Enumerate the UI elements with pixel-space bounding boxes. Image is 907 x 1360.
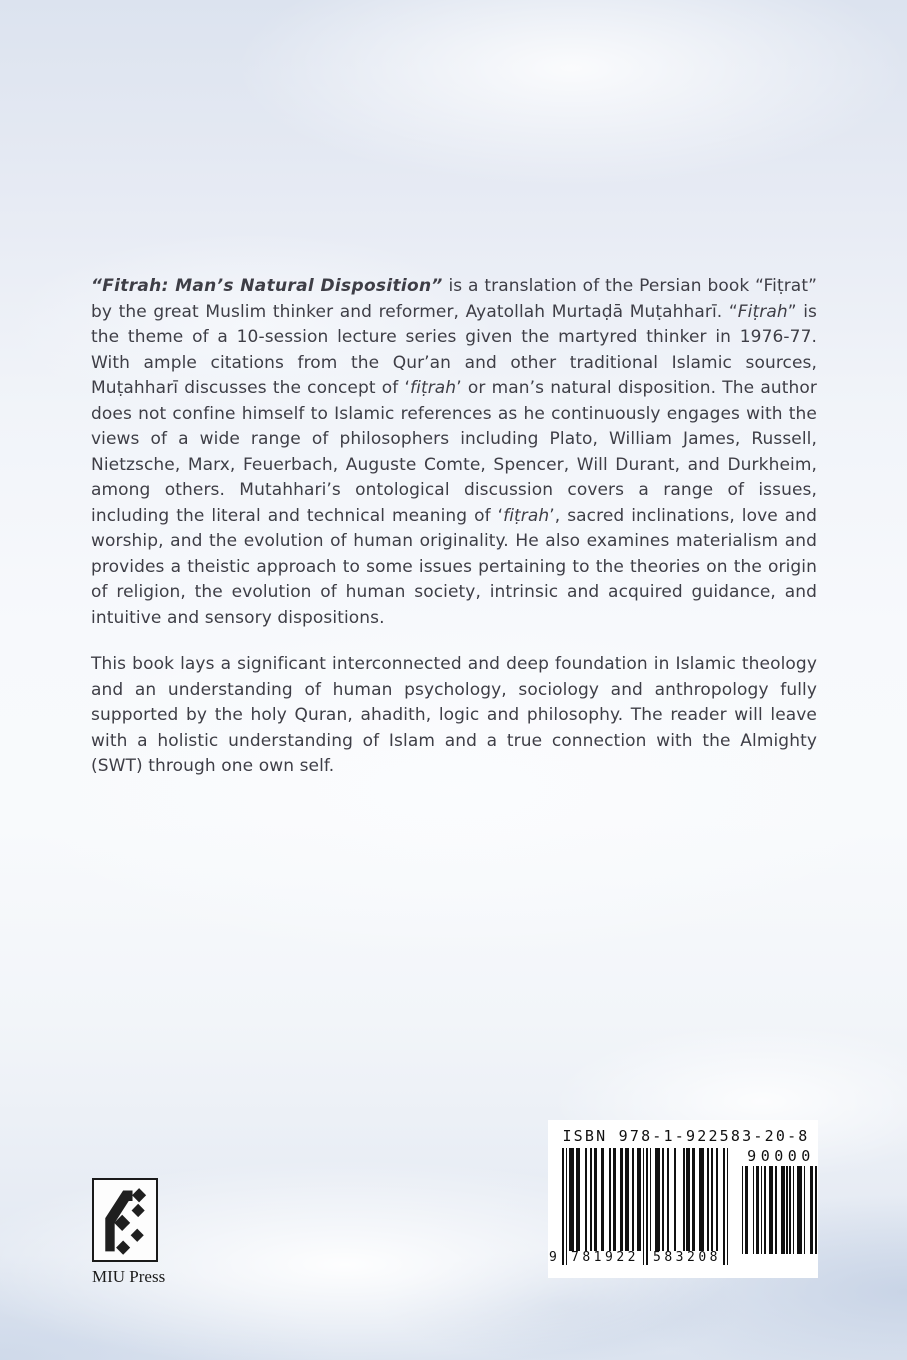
- ean13-digit-prefix: 9: [549, 1250, 557, 1265]
- synopsis-paragraph-2: [91, 652, 817, 780]
- synopsis-text-segment: Fiṭrah: [737, 301, 788, 322]
- ean13-digits-right: 583208: [651, 1251, 723, 1265]
- synopsis-text-segment: This book lays a significant interconnected and deep foundation in Islamic theology and an understanding of human psychology, sociology and anthropology fully supported by the holy Quran, ahadith, logic and philosophy. The reader will leave with a holistic understanding of Islam and a true connection with the Almighty (SWT) through one own self.: [91, 654, 817, 776]
- ean13-barcode: [549, 1148, 729, 1265]
- ean13-digits-left: 781922: [569, 1251, 641, 1265]
- publisher-logo: [92, 1178, 158, 1262]
- barcode-bars-row: [549, 1147, 818, 1265]
- miu-kufic-monogram-icon: [94, 1180, 156, 1260]
- synopsis: [91, 274, 817, 780]
- synopsis-text-segment: “Fitrah: Man’s Natural Disposition”: [91, 276, 443, 296]
- publisher-block: [92, 1178, 166, 1287]
- isbn-barcode-block: [548, 1120, 818, 1278]
- ean5-supplement-label: 90000: [747, 1147, 815, 1165]
- synopsis-text-segment: fiṭrah: [410, 378, 457, 398]
- synopsis-text-segment: fiṭrah: [503, 505, 550, 526]
- publisher-name: MIU Press: [92, 1267, 166, 1286]
- ean5-bars: [740, 1166, 818, 1254]
- synopsis-paragraph-1: [91, 274, 817, 631]
- synopsis-text-segment: ’, sacred inclinations, love and worship, and the evolution of human originality. He also examines materialism and provides a theistic approach to some issues pertaining to the theories on the origin of religion, the evolution of human society, intrinsic and acquired guidance, and intuitive and sensory dispositions.: [91, 505, 817, 628]
- ean5-supplement: [740, 1148, 818, 1254]
- isbn-number-label: ISBN 978-1-922583-20-8: [562, 1127, 810, 1145]
- synopsis-text-segment: is a translation of the Persian book “Fiṭrat” by the great Muslim thinker and reformer, Ayatollah Murtaḍā Muṭahharī. “: [91, 276, 817, 322]
- barcode-bar: [815, 1166, 817, 1254]
- barcode-bar: [727, 1148, 729, 1265]
- synopsis-text-segment: ” is the theme of a 10-session lecture series given the martyred thinker in 1976-77. With ample citations from the Qur’an and other traditional Islamic sources, Muṭahharī discusses the concept of ‘: [91, 301, 817, 398]
- synopsis-text-segment: ’ or man’s natural disposition. The author does not confine himself to Islamic references as he continuously engages with the views of a wide range of philosophers including Plato, William James, Russell, Nietzsche, Marx, Feuerbach, Auguste Comte, Spencer, Will Durant, and Durkheim, among others. Mutahhari’s ontological discussion covers a range of issues, including the literal and technical meaning of ‘: [91, 378, 817, 526]
